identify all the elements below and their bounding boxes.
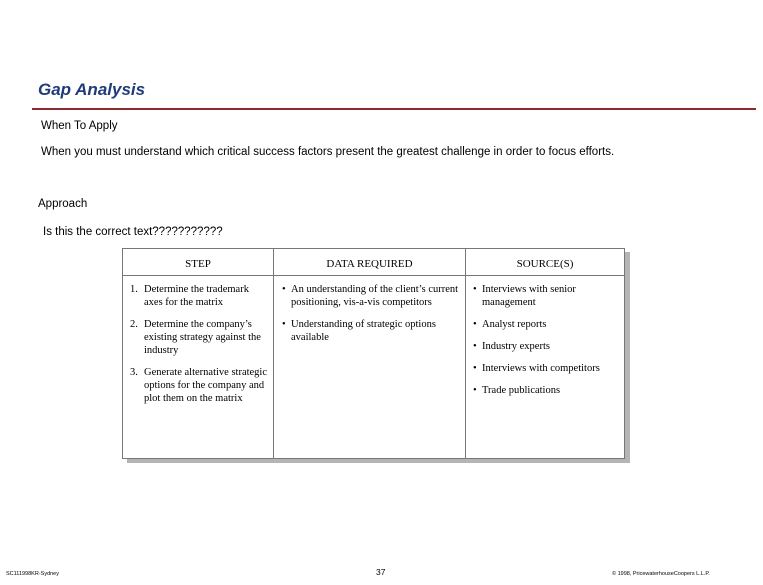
source-text: Industry experts <box>482 341 550 352</box>
bullet: • <box>473 341 477 352</box>
title-divider <box>32 108 756 110</box>
data-required-item <box>282 283 462 309</box>
data-required-text: An understanding of the client’s current positioning, vis-a-vis competitors <box>291 284 459 308</box>
approach-table <box>122 248 625 459</box>
bullet: • <box>473 385 477 396</box>
source-text: Interviews with senior management <box>482 284 576 308</box>
header-sources: SOURCE(S) <box>516 258 574 270</box>
approach-heading: Approach <box>38 198 88 210</box>
source-text: Trade publications <box>482 385 561 396</box>
header-divider <box>123 275 624 276</box>
when-to-apply-heading: When To Apply <box>41 120 118 132</box>
header-data-required: DATA REQUIRED <box>326 258 413 270</box>
page-title: Gap Analysis <box>38 80 146 99</box>
header-step: STEP <box>185 258 211 270</box>
step-item <box>130 318 270 357</box>
footer-document-id: SC111998KR-Sydney <box>6 571 59 577</box>
step-item <box>130 366 270 405</box>
step-number: 3. <box>130 367 138 378</box>
step-number: 1. <box>130 284 138 295</box>
approach-question: Is this the correct text??????????? <box>43 226 223 238</box>
step-column <box>130 283 270 414</box>
sources-column <box>473 283 623 406</box>
source-item <box>473 283 623 309</box>
source-item <box>473 318 623 331</box>
data-required-column <box>282 283 462 353</box>
column-divider <box>465 249 466 458</box>
source-item <box>473 384 623 397</box>
source-text: Interviews with competitors <box>482 363 600 374</box>
source-item <box>473 362 623 375</box>
page-number: 37 <box>376 567 386 577</box>
bullet: • <box>473 363 477 374</box>
source-text: Analyst reports <box>482 319 547 330</box>
step-item <box>130 283 270 309</box>
bullet: • <box>282 284 286 295</box>
bullet: • <box>473 284 477 295</box>
step-text: Determine the company’s existing strategy against the industry <box>144 319 261 356</box>
step-text: Generate alternative strategic options for the company and plot them on the matrix <box>144 367 268 404</box>
bullet: • <box>473 319 477 330</box>
source-item <box>473 340 623 353</box>
column-divider <box>273 249 274 458</box>
when-to-apply-text: When you must understand which critical success factors present the greatest challenge in order to focus efforts. <box>41 146 615 158</box>
step-text: Determine the trademark axes for the matrix <box>144 284 249 308</box>
bullet: • <box>282 319 286 330</box>
step-number: 2. <box>130 319 138 330</box>
data-required-item <box>282 318 462 344</box>
data-required-text: Understanding of strategic options available <box>291 319 436 343</box>
footer-copyright: © 1998, PricewaterhouseCoopers L.L.P. <box>612 571 710 577</box>
